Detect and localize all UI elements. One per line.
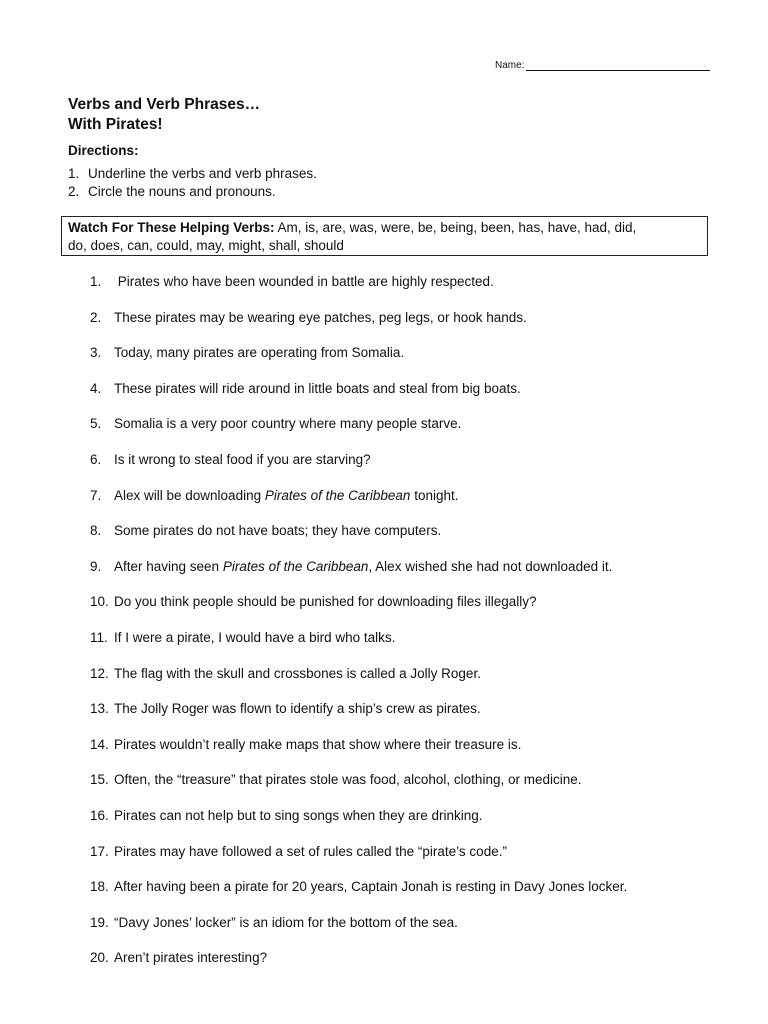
helping-verbs-list-part-1: Am, is, are, was, were, be, being, been, has, have, had, did, bbox=[274, 220, 637, 235]
sentence-text: Often, the “treasure” that pirates stole was food, alcohol, clothing, or medicine. bbox=[114, 772, 582, 788]
sentence-list bbox=[90, 272, 627, 984]
sentence-number: 9. bbox=[90, 558, 102, 574]
sentence-item bbox=[90, 379, 627, 415]
sentence-item bbox=[90, 735, 627, 771]
sentence-title-italic: Pirates of the Caribbean bbox=[222, 558, 369, 574]
helping-verbs-line-1 bbox=[68, 219, 701, 237]
sentence-item bbox=[90, 948, 627, 984]
sentence-text: Pirates can not help but to sing songs when they are drinking. bbox=[114, 807, 483, 823]
sentence-number: 14. bbox=[90, 736, 109, 752]
direction-number: 2. bbox=[68, 183, 80, 199]
name-field[interactable] bbox=[495, 58, 710, 73]
sentence-item bbox=[90, 806, 627, 842]
sentence-text: After having seen bbox=[114, 558, 223, 574]
sentence-text: Somalia is a very poor country where many people starve. bbox=[114, 416, 462, 432]
sentence-item bbox=[90, 842, 627, 878]
sentence-item bbox=[90, 308, 627, 344]
sentence-text: Do you think people should be punished for downloading files illegally? bbox=[114, 594, 537, 610]
sentence-text: “Davy Jones’ locker” is an idiom for the bottom of the sea. bbox=[114, 914, 458, 930]
sentence-item bbox=[90, 770, 627, 806]
sentence-text: Some pirates do not have boats; they have computers. bbox=[114, 523, 442, 539]
sentence-number: 15. bbox=[90, 772, 109, 788]
sentence-number: 13. bbox=[90, 701, 109, 717]
title-line-1: Verbs and Verb Phrases… bbox=[68, 96, 261, 113]
sentence-item bbox=[90, 877, 627, 913]
sentence-item bbox=[90, 699, 627, 735]
sentence-text: Pirates who have been wounded in battle are highly respected. bbox=[114, 274, 494, 289]
sentence-number: 1. bbox=[90, 274, 102, 289]
sentence-item bbox=[90, 913, 627, 949]
sentence-item bbox=[90, 343, 627, 379]
sentence-item bbox=[90, 592, 627, 628]
direction-item bbox=[68, 183, 317, 201]
sentence-number: 16. bbox=[90, 807, 109, 823]
sentence-text: Aren’t pirates interesting? bbox=[114, 950, 268, 966]
direction-text: Underline the verbs and verb phrases. bbox=[88, 166, 317, 181]
sentence-number: 6. bbox=[90, 451, 102, 467]
sentence-number: 5. bbox=[90, 416, 102, 432]
helping-verbs-label: Watch For These Helping Verbs: bbox=[68, 220, 275, 235]
sentence-number: 7. bbox=[90, 487, 102, 503]
sentence-number: 18. bbox=[90, 879, 109, 895]
sentence-title-italic: Pirates of the Caribbean bbox=[264, 487, 411, 503]
sentence-item bbox=[90, 521, 627, 557]
worksheet-title bbox=[68, 95, 260, 135]
sentence-number: 19. bbox=[90, 914, 109, 930]
sentence-number: 3. bbox=[90, 345, 102, 361]
sentence-text-end: tonight. bbox=[410, 487, 459, 503]
sentence-number: 10. bbox=[90, 594, 109, 610]
sentence-text: Alex will be downloading bbox=[114, 487, 265, 503]
sentence-number: 12. bbox=[90, 665, 109, 681]
directions-heading: Directions: bbox=[68, 143, 139, 158]
sentence-item bbox=[90, 272, 627, 308]
sentence-number: 17. bbox=[90, 843, 109, 859]
name-blank-line[interactable] bbox=[526, 58, 710, 71]
sentence-text: Pirates may have followed a set of rules called the “pirate’s code.” bbox=[114, 843, 507, 859]
sentence-item bbox=[90, 628, 627, 664]
sentence-item bbox=[90, 486, 627, 522]
sentence-item bbox=[90, 414, 627, 450]
sentence-number: 11. bbox=[90, 629, 108, 645]
directions-list bbox=[68, 165, 317, 200]
sentence-text: After having been a pirate for 20 years, Captain Jonah is resting in Davy Jones locker. bbox=[114, 879, 628, 895]
sentence-text: Is it wrong to steal food if you are starving? bbox=[114, 451, 371, 467]
sentence-text: The Jolly Roger was flown to identify a ship’s crew as pirates. bbox=[114, 701, 481, 717]
sentence-text: These pirates will ride around in little boats and steal from big boats. bbox=[114, 380, 521, 396]
sentence-text-end: , Alex wished she had not downloaded it. bbox=[368, 558, 613, 574]
sentence-text: These pirates may be wearing eye patches, peg legs, or hook hands. bbox=[114, 309, 527, 325]
sentence-text: If I were a pirate, I would have a bird who talks. bbox=[114, 629, 396, 645]
direction-text: Circle the nouns and pronouns. bbox=[88, 183, 276, 199]
sentence-number: 2. bbox=[90, 309, 102, 325]
sentence-text: Today, many pirates are operating from Somalia. bbox=[114, 345, 405, 361]
name-label: Name: bbox=[495, 60, 525, 71]
sentence-number: 20. bbox=[90, 950, 109, 966]
sentence-text: Pirates wouldn’t really make maps that show where their treasure is. bbox=[114, 736, 522, 752]
sentence-number: 8. bbox=[90, 523, 102, 539]
helping-verbs-box bbox=[61, 216, 708, 256]
sentence-item bbox=[90, 450, 627, 486]
title-line-2: With Pirates! bbox=[68, 116, 163, 133]
sentence-number: 4. bbox=[90, 380, 102, 396]
direction-item bbox=[68, 165, 317, 183]
sentence-item bbox=[90, 664, 627, 700]
sentence-text: The flag with the skull and crossbones is called a Jolly Roger. bbox=[114, 665, 481, 681]
sentence-item bbox=[90, 557, 627, 593]
helping-verbs-list-part-2: do, does, can, could, may, might, shall, should bbox=[68, 238, 344, 253]
direction-number: 1. bbox=[68, 166, 80, 181]
